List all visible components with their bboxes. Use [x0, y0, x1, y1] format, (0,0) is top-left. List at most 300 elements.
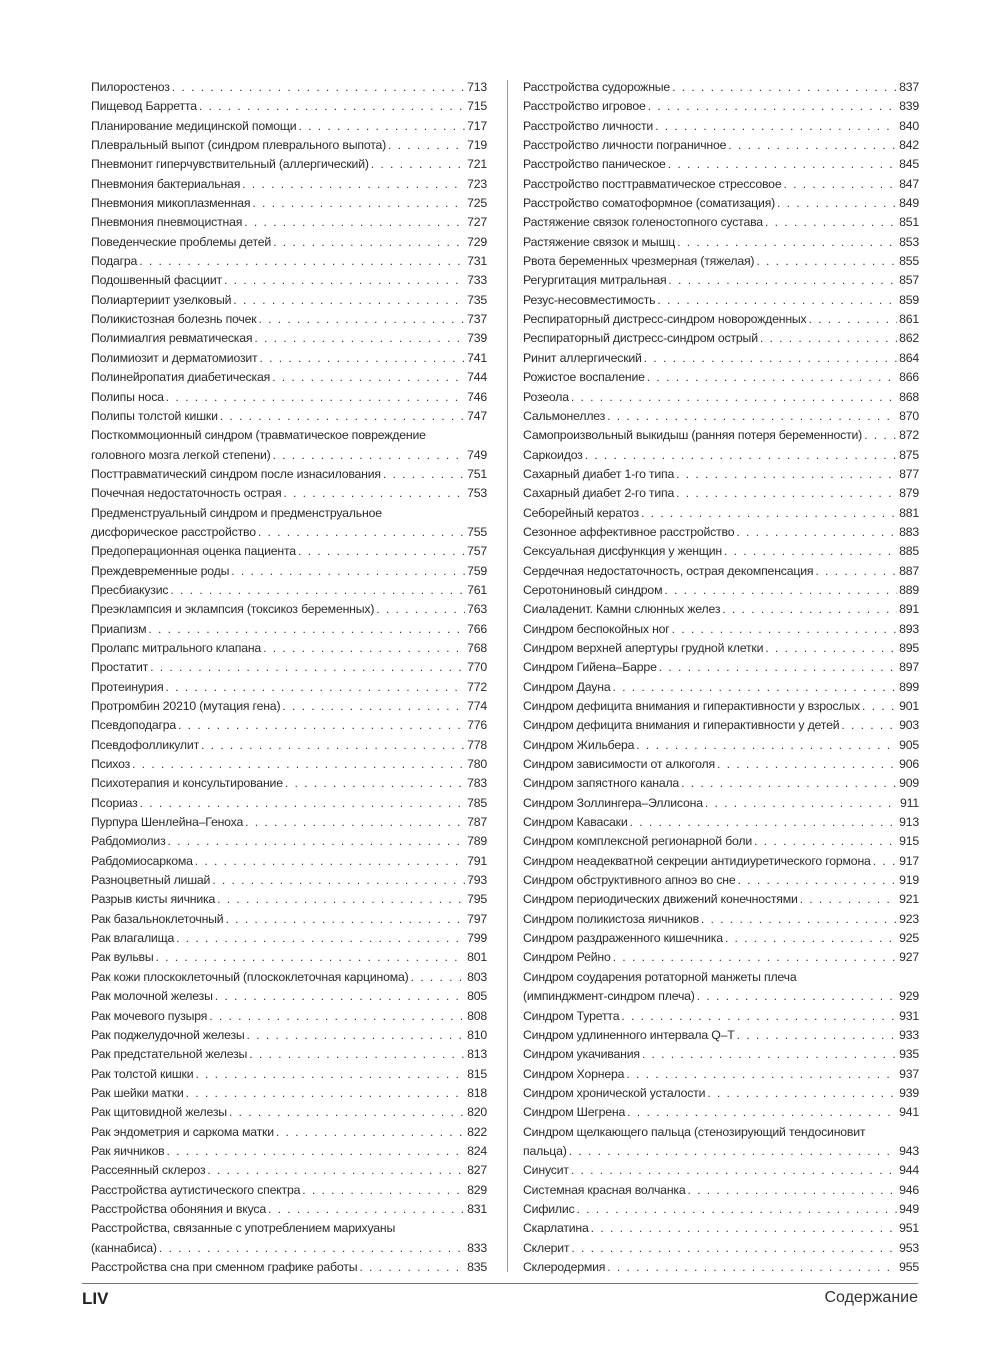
- toc-entry[interactable]: [91, 117, 487, 136]
- toc-entry-title: Системная красная волчанка: [523, 1182, 686, 1197]
- toc-entry[interactable]: [523, 504, 919, 523]
- toc-entry[interactable]: [523, 562, 919, 581]
- toc-entry[interactable]: [91, 388, 487, 407]
- dot-leader: [231, 562, 465, 581]
- dot-leader: [800, 890, 897, 909]
- toc-entry[interactable]: [523, 697, 919, 716]
- dot-leader: [681, 774, 897, 793]
- toc-entry[interactable]: [91, 542, 487, 561]
- toc-entry-title: Разноцветный лишай: [91, 873, 211, 888]
- toc-entry[interactable]: [523, 639, 919, 658]
- toc-entry[interactable]: [523, 755, 919, 774]
- toc-entry[interactable]: [91, 1219, 487, 1258]
- toc-entry-page: 881: [899, 505, 919, 520]
- toc-entry[interactable]: [523, 329, 919, 348]
- dot-leader: [722, 600, 897, 619]
- toc-entry[interactable]: [523, 813, 919, 832]
- toc-entry[interactable]: [523, 1084, 919, 1103]
- toc-entry[interactable]: [91, 697, 487, 716]
- toc-entry-title: пальца): [523, 1143, 567, 1158]
- toc-entry[interactable]: [523, 271, 919, 290]
- toc-entry-title: Синдром беспокойных ног: [523, 621, 670, 636]
- dot-leader: [411, 968, 466, 987]
- toc-entry-page: 831: [467, 1201, 487, 1216]
- toc-entry[interactable]: [523, 1161, 919, 1180]
- toc-entry-page: 853: [899, 234, 919, 249]
- toc-entry-page: 915: [899, 834, 919, 849]
- toc-entry-page: 766: [467, 621, 487, 636]
- toc-entry[interactable]: [91, 600, 487, 619]
- toc-entry-page: 951: [899, 1221, 919, 1236]
- toc-entry-title: Рак базальноклеточный: [91, 911, 224, 926]
- dot-leader: [199, 97, 465, 116]
- dot-leader: [168, 832, 466, 851]
- dot-leader: [613, 948, 897, 967]
- toc-entry-page: 919: [899, 873, 919, 888]
- toc-entry-title: Полимиалгия ревматическая: [91, 331, 253, 346]
- toc-entry-page: 780: [467, 757, 487, 772]
- toc-entry[interactable]: [523, 136, 919, 155]
- toc-entry[interactable]: [91, 213, 487, 232]
- dot-leader: [760, 329, 897, 348]
- toc-entry-page: 913: [899, 815, 919, 830]
- toc-entry[interactable]: [523, 600, 919, 619]
- dot-leader: [697, 987, 897, 1006]
- toc-entry[interactable]: [523, 523, 919, 542]
- toc-entry-title: Пневмонит гиперчувствительный (аллергический): [91, 157, 369, 172]
- toc-entry[interactable]: [523, 774, 919, 793]
- toc-entry[interactable]: [523, 736, 919, 755]
- dot-leader: [724, 542, 897, 561]
- toc-entry-page: 741: [467, 350, 487, 365]
- dot-leader: [225, 910, 465, 929]
- toc-entry[interactable]: [91, 97, 487, 116]
- toc-entry[interactable]: [91, 1161, 487, 1180]
- toc-entry-page: 862: [899, 331, 919, 346]
- toc-entry[interactable]: [523, 155, 919, 174]
- toc-entry-title: Расстройство личности пограничное: [523, 138, 727, 153]
- toc-entry-page: 939: [899, 1085, 919, 1100]
- toc-entry-page: 917: [899, 853, 919, 868]
- footer-rule: [82, 1283, 918, 1284]
- toc-entry-title: Серотониновый синдром: [523, 582, 663, 597]
- toc-entry[interactable]: [523, 794, 919, 813]
- toc-entry-title: Рассеянный склероз: [91, 1163, 206, 1178]
- toc-entry-title: Синдром зависимости от алкоголя: [523, 757, 715, 772]
- toc-entry-title: Пневмония бактериальная: [91, 176, 241, 191]
- toc-entry[interactable]: [523, 832, 919, 851]
- toc-entry-page: 824: [467, 1143, 487, 1158]
- toc-entry[interactable]: [91, 484, 487, 503]
- toc-entry[interactable]: [523, 716, 919, 735]
- toc-entry-title: Псевдоподагра: [91, 718, 177, 733]
- toc-entry-page: 749: [467, 447, 487, 462]
- toc-entry[interactable]: [91, 581, 487, 600]
- toc-entry[interactable]: [523, 97, 919, 116]
- toc-entry[interactable]: [91, 291, 487, 310]
- toc-entry-title: Рабдомиосаркома: [91, 853, 193, 868]
- toc-entry[interactable]: [523, 426, 919, 445]
- dot-leader: [641, 504, 897, 523]
- dot-leader: [298, 117, 465, 136]
- toc-entry-page: 883: [899, 524, 919, 539]
- toc-entry[interactable]: [523, 1026, 919, 1045]
- toc-entry-page: 889: [899, 582, 919, 597]
- toc-entry[interactable]: [523, 1123, 919, 1162]
- toc-entry-page: 929: [899, 989, 919, 1004]
- toc-entry-title: Рак шейки матки: [91, 1085, 184, 1100]
- toc-entry-title: Растяжение связок голеностопного сустава: [523, 215, 763, 230]
- toc-entry-page: 757: [467, 544, 487, 559]
- toc-entry[interactable]: [523, 1239, 919, 1258]
- toc-entry-title: Синдром поликистоза яичников: [523, 911, 699, 926]
- toc-entry-page: 719: [467, 138, 487, 153]
- toc-entry-page: 813: [467, 1047, 487, 1062]
- toc-entry-page: 715: [467, 99, 487, 114]
- toc-entry[interactable]: [91, 310, 487, 329]
- toc-entry-title: Сальмонеллез: [523, 408, 606, 423]
- dot-leader: [777, 194, 897, 213]
- dot-leader: [268, 1200, 465, 1219]
- toc-entry[interactable]: [523, 968, 919, 1007]
- toc-entry-title: Рвота беременных чрезмерная (тяжелая): [523, 254, 755, 269]
- toc-entry-page: 815: [467, 1066, 487, 1081]
- toc-entry-title: Расстройство игровое: [523, 99, 646, 114]
- toc-entry[interactable]: [91, 349, 487, 368]
- toc-entry[interactable]: [523, 1045, 919, 1064]
- toc-entry-page: 721: [467, 157, 487, 172]
- toc-entry-title: Плевральный выпот (синдром плеврального выпота): [91, 138, 387, 153]
- toc-entry[interactable]: [91, 465, 487, 484]
- toc-entry-page: 818: [467, 1085, 487, 1100]
- toc-entry-page: 799: [467, 931, 487, 946]
- toc-entry-page: 847: [899, 176, 919, 191]
- toc-entry-title: Синдром дефицита внимания и гиперактивности у взрослых: [523, 699, 860, 713]
- toc-entry-page: 783: [467, 776, 487, 791]
- toc-entry[interactable]: [91, 1181, 487, 1200]
- toc-entry[interactable]: [91, 755, 487, 774]
- toc-entry[interactable]: [91, 832, 487, 851]
- toc-entry[interactable]: [523, 484, 919, 503]
- toc-entry[interactable]: [91, 794, 487, 813]
- toc-entry-title: Рак яичников: [91, 1143, 165, 1158]
- toc-entry-title-line1: Расстройства, связанные с употреблением марихуаны: [91, 1221, 396, 1236]
- toc-entry-title: головного мозга легкой степени): [91, 447, 271, 462]
- toc-entry[interactable]: [91, 407, 487, 426]
- toc-entry-title: Синдром обструктивного апноэ во сне: [523, 873, 736, 888]
- toc-entry[interactable]: [91, 639, 487, 658]
- toc-entry[interactable]: [523, 1007, 919, 1026]
- toc-entry-page: 925: [899, 931, 919, 946]
- toc-entry[interactable]: [91, 1045, 487, 1064]
- dot-leader: [621, 1007, 897, 1026]
- dot-leader: [756, 252, 897, 271]
- toc-entry[interactable]: [91, 175, 487, 194]
- toc-entry[interactable]: [523, 1258, 919, 1277]
- toc-entry[interactable]: [91, 562, 487, 581]
- toc-entry-page: 759: [467, 563, 487, 578]
- toc-entry-title: Синдром Золлингера–Эллисона: [523, 795, 703, 810]
- toc-entry-title: Преждевременные роды: [91, 563, 230, 578]
- toc-entry-page: 893: [899, 621, 919, 636]
- toc-entry[interactable]: [523, 194, 919, 213]
- toc-entry-page: 791: [467, 853, 487, 868]
- toc-entry-page: 801: [467, 950, 487, 965]
- dot-leader: [612, 678, 897, 697]
- toc-entry-page: 885: [899, 544, 919, 559]
- toc-entry-title: Расстройство паническое: [523, 157, 666, 172]
- toc-entry[interactable]: [91, 910, 487, 929]
- toc-entry-page: 866: [899, 370, 919, 385]
- toc-entry-page: 955: [899, 1259, 919, 1274]
- toc-entry[interactable]: [523, 252, 919, 271]
- dot-leader: [172, 78, 465, 97]
- dot-leader: [627, 1103, 897, 1122]
- toc-entry[interactable]: [523, 581, 919, 600]
- toc-entry-page: 933: [899, 1027, 919, 1042]
- dot-leader: [765, 213, 897, 232]
- dot-leader: [725, 929, 897, 948]
- dot-leader: [148, 620, 465, 639]
- dot-leader: [212, 871, 465, 890]
- toc-entry[interactable]: [91, 1123, 487, 1142]
- toc-entry[interactable]: [523, 407, 919, 426]
- toc-entry-title: Синдром Дауна: [523, 679, 611, 694]
- toc-entry-page: 717: [467, 118, 487, 133]
- toc-entry-page: 943: [899, 1143, 919, 1158]
- toc-entry[interactable]: [523, 233, 919, 252]
- dot-leader: [249, 1045, 465, 1064]
- toc-entry-page: 868: [899, 389, 919, 404]
- dot-leader: [736, 523, 897, 542]
- toc-entry[interactable]: [523, 910, 919, 929]
- toc-entry-title: Псевдофолликулит: [91, 737, 200, 752]
- dot-leader: [754, 832, 897, 851]
- toc-entry[interactable]: [523, 117, 919, 136]
- toc-entry[interactable]: [91, 929, 487, 948]
- toc-entry[interactable]: [91, 774, 487, 793]
- toc-entry[interactable]: [523, 1065, 919, 1084]
- toc-entry-page: 944: [899, 1163, 919, 1178]
- column-divider: [507, 80, 508, 1272]
- dot-leader: [591, 1219, 897, 1238]
- dot-leader: [273, 233, 465, 252]
- toc-entry[interactable]: [91, 368, 487, 387]
- toc-entry[interactable]: [523, 929, 919, 948]
- toc-entry-title: Псориаз: [91, 795, 138, 810]
- toc-entry[interactable]: [523, 620, 919, 639]
- toc-entry-title: Расстройства сна при сменном графике работы: [91, 1259, 358, 1274]
- toc-entry-title: (каннабиса): [91, 1240, 157, 1255]
- toc-entry[interactable]: [91, 987, 487, 1006]
- toc-entry[interactable]: [91, 155, 487, 174]
- dot-leader: [688, 1181, 898, 1200]
- toc-entry-title: Планирование медицинской помощи: [91, 118, 297, 133]
- toc-entry[interactable]: [91, 658, 487, 677]
- toc-entry[interactable]: [523, 465, 919, 484]
- dot-leader: [273, 446, 466, 465]
- toc-entry[interactable]: [91, 252, 487, 271]
- toc-entry[interactable]: [91, 504, 487, 543]
- toc-entry-page: 772: [467, 679, 487, 694]
- dot-leader: [242, 175, 465, 194]
- toc-entry-page: 851: [899, 215, 919, 230]
- toc-entry-page: 877: [899, 466, 919, 481]
- toc-entry-title: Регургитация митральная: [523, 273, 667, 288]
- dot-leader: [247, 1026, 466, 1045]
- dot-leader: [677, 233, 897, 252]
- dot-leader: [224, 271, 465, 290]
- toc-entry-title: Поведенческие проблемы детей: [91, 234, 272, 249]
- toc-entry[interactable]: [91, 1026, 487, 1045]
- toc-entry-title: Сексуальная дисфункция у женщин: [523, 544, 722, 559]
- toc-entry-title: Пресбиакузис: [91, 582, 169, 597]
- toc-entry[interactable]: [91, 620, 487, 639]
- toc-entry[interactable]: [523, 368, 919, 387]
- toc-entry[interactable]: [91, 1065, 487, 1084]
- toc-entry-page: 872: [899, 428, 919, 443]
- toc-entry-page: 855: [899, 254, 919, 269]
- toc-entry[interactable]: [91, 852, 487, 871]
- toc-entry-page: 857: [899, 273, 919, 288]
- toc-entry-title: Синдром удлиненного интервала Q–T: [523, 1027, 735, 1042]
- toc-entry-page: 810: [467, 1027, 487, 1042]
- toc-entry[interactable]: [523, 1200, 919, 1219]
- toc-entry-page: 725: [467, 196, 487, 211]
- toc-entry[interactable]: [91, 136, 487, 155]
- toc-entry-page: 937: [899, 1066, 919, 1081]
- toc-entry[interactable]: [523, 388, 919, 407]
- toc-entry-title: Синдром Кавасаки: [523, 815, 628, 830]
- toc-entry[interactable]: [523, 213, 919, 232]
- toc-entry-title: Приапизм: [91, 621, 147, 636]
- toc-entry[interactable]: [523, 542, 919, 561]
- toc-entry-title: Синдром Шегрена: [523, 1105, 626, 1120]
- toc-entry-title: Скарлатина: [523, 1221, 589, 1236]
- toc-entry[interactable]: [91, 813, 487, 832]
- toc-entry-title: Простатит: [91, 660, 149, 675]
- toc-entry[interactable]: [91, 78, 487, 97]
- toc-entry[interactable]: [523, 446, 919, 465]
- dot-leader: [705, 794, 898, 813]
- toc-entry-page: 768: [467, 640, 487, 655]
- toc-entry-title: Рак молочной железы: [91, 989, 213, 1004]
- toc-entry[interactable]: [91, 233, 487, 252]
- toc-entry-page: 785: [467, 795, 487, 810]
- dot-leader: [166, 388, 465, 407]
- dot-leader: [298, 542, 465, 561]
- toc-entry-title: Рак мочевого пузыря: [91, 1008, 208, 1023]
- toc-entry[interactable]: [91, 329, 487, 348]
- toc-entry[interactable]: [523, 291, 919, 310]
- toc-entry-page: 733: [467, 273, 487, 288]
- toc-entry[interactable]: [523, 678, 919, 697]
- toc-entry-title: Полимиозит и дерматомиозит: [91, 350, 258, 365]
- toc-entry-title: Рак толстой кишки: [91, 1066, 194, 1081]
- toc-entry[interactable]: [523, 852, 919, 871]
- toc-entry-title: Протеинурия: [91, 679, 164, 694]
- dot-leader: [571, 1239, 897, 1258]
- toc-entry[interactable]: [91, 426, 487, 465]
- toc-entry-title: Самопроизвольный выкидыш (ранняя потеря беременности): [523, 428, 863, 443]
- dot-leader: [258, 310, 465, 329]
- toc-entry-title: Преэклампсия и эклампсия (токсикоз беременных): [91, 602, 375, 617]
- toc-entry[interactable]: [91, 1200, 487, 1219]
- dot-leader: [302, 1181, 465, 1200]
- toc-entry-page: 795: [467, 892, 487, 907]
- dot-leader: [707, 1084, 897, 1103]
- toc-entry[interactable]: [523, 349, 919, 368]
- toc-entry-page: 849: [899, 196, 919, 211]
- toc-entry-title: Синдром Хорнера: [523, 1066, 625, 1081]
- toc-entry-title: Полинейропатия диабетическая: [91, 370, 271, 385]
- toc-entry-page: 753: [467, 486, 487, 501]
- toc-entry[interactable]: [91, 736, 487, 755]
- toc-entry-page: 727: [467, 215, 487, 230]
- dot-leader: [644, 349, 897, 368]
- toc-column-left: [91, 78, 487, 1277]
- toc-entry[interactable]: [91, 1142, 487, 1161]
- toc-entry-title: Рак влагалища: [91, 931, 175, 946]
- toc-entry[interactable]: [523, 658, 919, 677]
- dot-leader: [668, 271, 897, 290]
- toc-entry[interactable]: [523, 175, 919, 194]
- dot-leader: [809, 310, 898, 329]
- toc-entry-title: Сиаладенит. Камни слюнных желез: [523, 602, 721, 617]
- toc-entry-title: Себорейный кератоз: [523, 505, 639, 520]
- dot-leader: [672, 620, 897, 639]
- toc-entry-page: 909: [899, 776, 919, 791]
- toc-entry[interactable]: [91, 1007, 487, 1026]
- dot-leader: [571, 1161, 897, 1180]
- toc-entry[interactable]: [523, 1219, 919, 1238]
- dot-leader: [233, 291, 465, 310]
- toc-entry[interactable]: [91, 890, 487, 909]
- toc-entry-title: Расстройство личности: [523, 118, 654, 133]
- toc-entry[interactable]: [91, 678, 487, 697]
- toc-entry-title: Синдром раздраженного кишечника: [523, 931, 723, 946]
- toc-entry-page: 746: [467, 389, 487, 404]
- toc-column-right: [523, 78, 919, 1277]
- toc-entry[interactable]: [91, 716, 487, 735]
- toc-entry-page: 739: [467, 331, 487, 346]
- dot-leader: [209, 1007, 465, 1026]
- toc-entry-title: Рожистое воспаление: [523, 370, 645, 385]
- dot-leader: [728, 136, 897, 155]
- toc-entry[interactable]: [91, 968, 487, 987]
- dot-leader: [207, 1161, 465, 1180]
- toc-entry[interactable]: [91, 1084, 487, 1103]
- toc-entry[interactable]: [523, 310, 919, 329]
- toc-entry[interactable]: [91, 871, 487, 890]
- toc-entry[interactable]: [523, 948, 919, 967]
- dot-leader: [676, 465, 897, 484]
- toc-entry[interactable]: [91, 194, 487, 213]
- toc-entry-title: Пурпура Шенлейна–Геноха: [91, 815, 244, 830]
- toc-entry[interactable]: [523, 871, 919, 890]
- dot-leader: [841, 716, 897, 735]
- toc-entry[interactable]: [523, 890, 919, 909]
- toc-entry-page: 911: [899, 795, 919, 810]
- toc-entry[interactable]: [91, 948, 487, 967]
- toc-entry[interactable]: [91, 1258, 487, 1277]
- toc-entry[interactable]: [523, 78, 919, 97]
- toc-entry[interactable]: [91, 271, 487, 290]
- toc-entry[interactable]: [523, 1181, 919, 1200]
- toc-entry[interactable]: [523, 1103, 919, 1122]
- toc-entry-title: Полиартериит узелковый: [91, 292, 232, 307]
- toc-entry[interactable]: [91, 1103, 487, 1122]
